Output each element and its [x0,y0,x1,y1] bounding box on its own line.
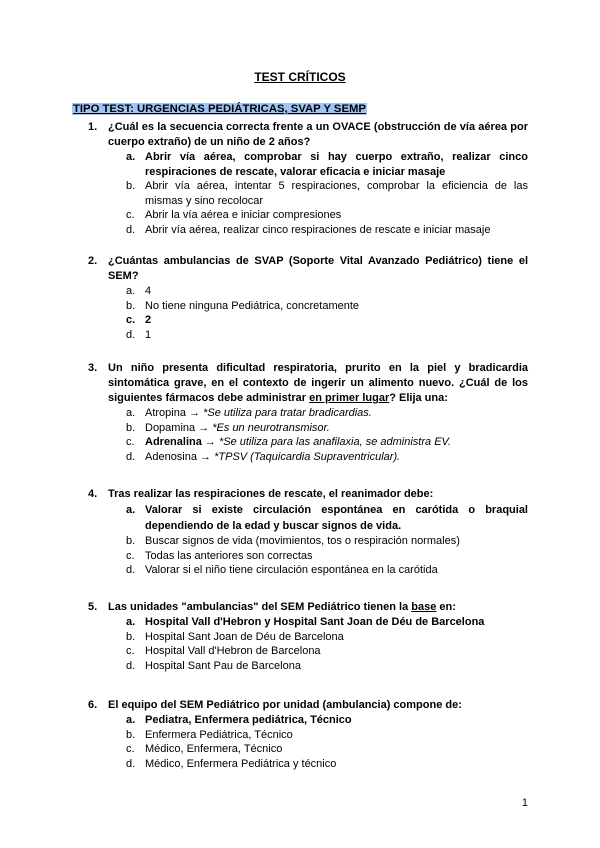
option-letter: b. [126,728,136,741]
option-note: *Se utiliza para tratar bradicardias. [203,407,372,419]
option-letter: d. [126,659,136,672]
question-text-part: ? Elija una: [389,392,448,404]
option-note: *TPSV (Taquicardia Supraventricular). [214,450,401,463]
options-list [126,284,528,342]
option-letter: b. [126,299,136,312]
option-c [126,742,528,757]
option-c [126,549,528,564]
option-b [126,299,528,314]
option-a [126,406,528,421]
question-5 [88,600,528,673]
question-number: 3. [88,362,98,374]
question-text-part: Un niño presenta dificultad respiratoria, prurito en la piel y bradicardia sintomática grave, en el contexto de ingerir un alimento nuevo. ¿Cuál de los siguientes fármacos debe administrar [108,362,528,404]
option-letter: c. [126,645,135,658]
option-d [126,659,528,674]
option-letter: c. [126,549,135,562]
option-text: Adenosina → [145,450,215,463]
page-title: TEST CRÍTICOS [254,70,346,84]
option-d [126,757,528,772]
page-number: 1 [521,797,528,809]
option-text: Valorar si existe circulación espontánea en carótida o braquial dependiendo de la edad y buscar signos de vida. [145,504,528,532]
question-text [108,600,528,615]
option-letter: d. [126,223,136,236]
option-letter: b. [126,535,136,547]
option-text: Buscar signos de vida (movimientos, tos o respiración normales) [145,535,460,547]
option-d [126,223,528,238]
option-note: *Se utiliza para las anafilaxia, se administra EV. [218,436,452,449]
options-list [126,502,528,578]
options-list [126,406,528,464]
option-letter: d. [126,450,136,463]
option-b [126,630,528,645]
question-number: 4. [88,488,98,500]
question-1 [88,120,528,238]
option-a [126,502,528,534]
question-text-underlined: base [411,601,437,613]
option-letter: c. [126,314,136,327]
option-c [126,208,528,223]
option-a [126,713,528,728]
option-letter: b. [126,180,136,193]
question-text: ¿Cuántas ambulancias de SVAP (Soporte Vital Avanzado Pediátrico) tiene el SEM? [108,255,528,282]
option-letter: a. [126,504,136,516]
option-text: Abrir la vía aérea e iniciar compresiones [145,209,342,222]
option-c [126,644,528,659]
question-text [108,361,528,406]
option-b [126,728,528,743]
option-text: 2 [145,314,152,327]
option-letter: b. [126,421,136,434]
question-text-underlined: en primer lugar [309,392,390,404]
option-text: Pediatra, Enfermera pediátrica, Técnico [145,714,352,726]
options-list [126,615,528,673]
option-a [126,150,528,179]
option-letter: d. [126,757,136,770]
question-text: El equipo del SEM Pediátrico por unidad (ambulancia) compone de: [108,699,462,711]
option-text: Hospital Vall d'Hebron y Hospital Sant Joan de Déu de Barcelona [145,616,485,628]
option-text: Atropina → [145,407,204,419]
option-d [126,328,528,343]
question-text: Tras realizar las respiraciones de rescate, el reanimador debe: [108,488,434,500]
option-text: 1 [145,328,152,341]
question-4 [88,487,528,578]
option-text: 4 [145,285,152,297]
option-text: Hospital Sant Pau de Barcelona [145,659,301,672]
option-d [126,563,528,578]
option-d [126,450,528,465]
option-letter: c. [126,743,135,756]
option-text: Adrenalina → [145,436,219,449]
question-6 [88,698,528,771]
option-letter: c. [126,436,135,449]
question-2 [88,254,528,342]
option-letter: a. [126,407,136,419]
option-letter: d. [126,328,136,341]
option-letter: a. [126,714,136,726]
option-letter: a. [126,616,136,628]
option-b [126,421,528,436]
question-number: 6. [88,699,98,711]
option-letter: b. [126,630,136,643]
option-text: Hospital Sant Joan de Déu de Barcelona [145,630,344,643]
option-text: Enfermera Pediátrica, Técnico [145,728,293,741]
option-a [126,284,528,299]
section-subtitle: TIPO TEST: URGENCIAS PEDIÁTRICAS, SVAP Y SEMP [73,103,366,115]
option-letter: a. [126,151,136,163]
question-text-part: en: [436,601,456,613]
option-note: *Es un neurotransmisor. [212,421,330,434]
option-a [126,615,528,630]
question-3 [88,361,528,464]
option-c [126,435,528,450]
option-text: Abrir vía aérea, realizar cinco respiraciones de rescate e iniciar masaje [145,223,491,236]
options-list [126,713,528,771]
options-list [126,150,528,238]
option-text: Médico, Enfermera Pediátrica y técnico [145,757,337,770]
option-text: Abrir vía aérea, intentar 5 respiraciones, comprobar la eficiencia de las mismas y sino recolocar [145,180,528,207]
option-text: Valorar si el niño tiene circulación espontánea en la carótida [145,564,438,577]
option-text: Dopamina → [145,421,213,434]
question-number: 1. [88,121,98,133]
option-text: Médico, Enfermera, Técnico [145,743,283,756]
option-letter: c. [126,209,135,222]
option-b [126,534,528,549]
option-text: Abrir vía aérea, comprobar si hay cuerpo extraño, realizar cinco respiraciones de rescate, valorar eficacia e iniciar masaje [145,151,528,178]
option-text: No tiene ninguna Pediátrica, concretamente [145,299,360,312]
option-text: Hospital Vall d'Hebron de Barcelona [145,645,321,658]
option-c [126,313,528,328]
question-text-part: Las unidades "ambulancias" del SEM Pediátrico tienen la [108,601,412,613]
option-text: Todas las anteriores son correctas [145,549,313,562]
question-number: 5. [88,601,98,613]
option-letter: d. [126,564,136,577]
option-b [126,179,528,208]
question-number: 2. [88,255,98,267]
question-text: ¿Cuál es la secuencia correcta frente a un OVACE (obstrucción de vía aérea por cuerpo extraño) de un niño de 2 años? [108,121,528,148]
option-letter: a. [126,285,136,297]
